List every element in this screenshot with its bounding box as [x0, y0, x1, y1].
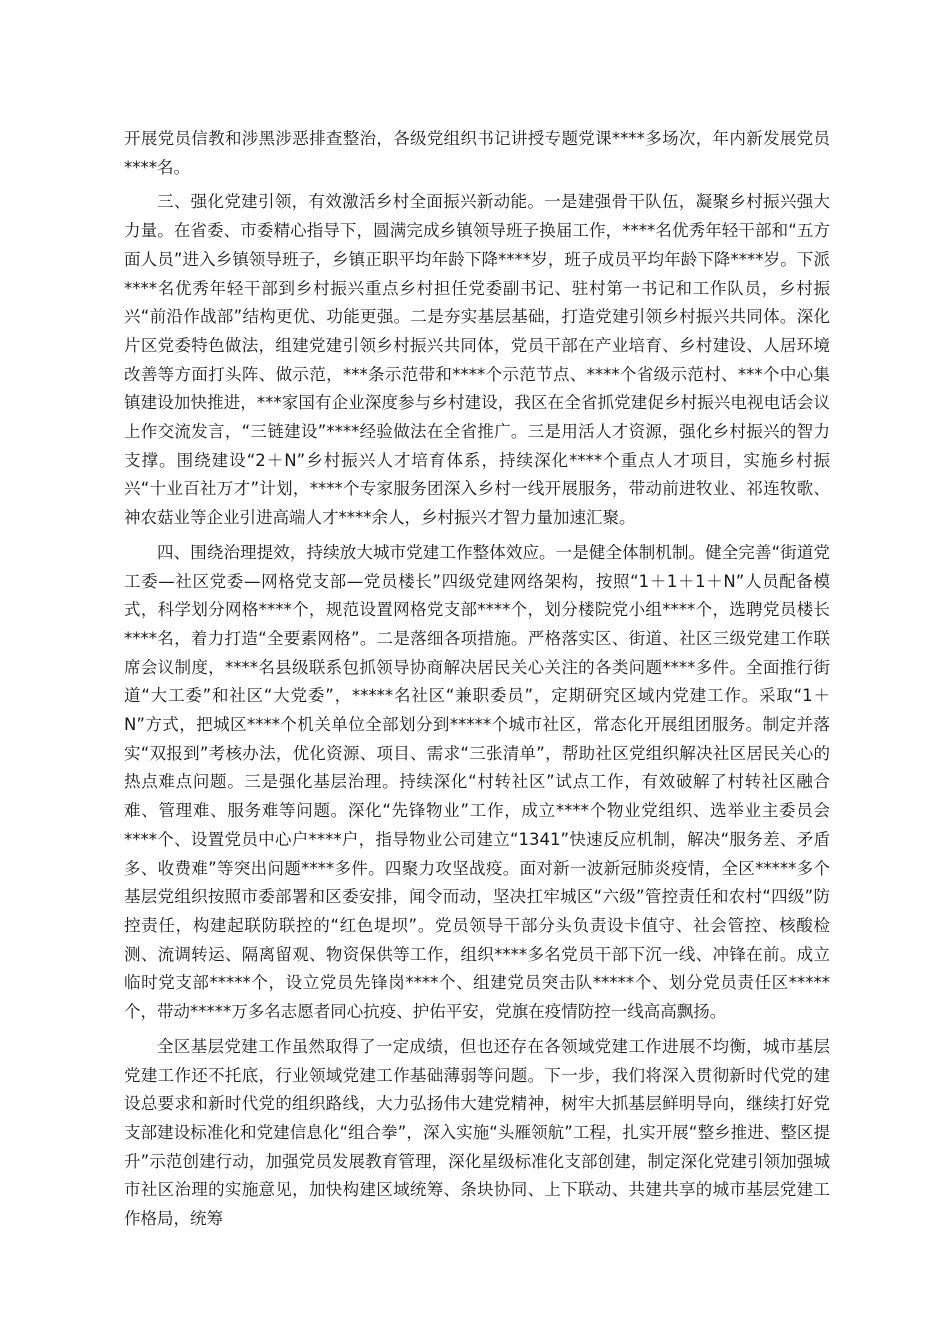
paragraph-next-steps: 全区基层党建工作虽然取得了一定成绩，但也还存在各领域党建工作进展不均衡，城市基层党建工作还不托底，行业领域党建工作基础薄弱等问题。下一步，我们将深入贯彻新时代党的建设总要求和新时代党的组织路线，大力弘扬伟大建党精神，树牢大抓基层鲜明导向，继续打好党支部建设标准化和党建信息化“组合拳”，深入实施“头雁领航”工程，扎实开展“整乡推进、整区提升”示范创建行动，加强党员发展教育管理，深化星级标准化支部创建，制定深化党建引领加强城市社区治理的实施意见，加快构建区域统筹、条块协同、上下联动、共建共享的城市基层党建工作格局，统筹 [124, 1036, 830, 1229]
document-page [124, 125, 830, 1240]
paragraph-rural-revitalization: 三、强化党建引领，有效激活乡村全面振兴新动能。一是建强骨干队伍，凝聚乡村振兴强大力量。在省委、市委精心指导下，圆满完成乡镇领导班子换届工作，****名优秀年轻干部和“五方面人员”进入乡镇领导班子，乡镇正职平均年龄下降****岁，班子成员平均年龄下降****岁。下派****名优秀年轻干部到乡村振兴重点乡村担任党委副书记、驻村第一书记和工作队员，乡村振兴“前沿作战部”结构更优、功能更强。二是夯实基层基础，打造党建引领乡村振兴共同体。深化片区党委特色做法，组建党建引领乡村振兴共同体，党员干部在产业培育、乡村建设、人居环境改善等方面打头阵、做示范，***条示范带和****个示范节点、****个省级示范村、***个中心集镇建设加快推进，***家国有企业深度参与乡村建设，我区在全省抓党建促乡村振兴电视电话会议上作交流发言，“三链建设”****经验做法在全省推广。三是用活人才资源，强化乡村振兴的智力支撑。围绕建设“2＋N”乡村振兴人才培育体系，持续深化****个重点人才项目，实施乡村振兴“十业百社万才”计划，****个专家服务团深入乡村一线开展服务，带动前进牧业、祁连牧歌、神农菇业等企业引进高端人才****余人，乡村振兴才智力量加速汇聚。 [124, 192, 830, 528]
paragraph-continuation: 开展党员信教和涉黑涉恶排查整治，各级党组织书记讲授专题党课****多场次，年内新发展党员****名。 [124, 129, 830, 177]
paragraph-urban-party-building: 四、围绕治理提效，持续放大城市党建工作整体效应。一是健全体制机制。健全完善“街道党工委—社区党委—网格党支部—党员楼长”四级党建网络架构，按照“1＋1＋1＋N”人员配备模式，科学划分网格****个，规范设置网格党支部****个，划分楼院党小组****个，选聘党员楼长****名，着力打造“全要素网格”。二是落细各项措施。严格落实区、街道、社区三级党建工作联席会议制度，****名县级联系包抓领导协商解决居民关心关注的各类问题****多件。全面推行街道“大工委”和社区“大党委”，*****名社区“兼职委员”，定期研究区域内党建工作。采取“1＋N”方式，把城区****个机关单位全部划分到*****个城市社区，常态化开展组团服务。制定并落实“双报到”考核办法，优化资源、项目、需求“三张清单”，帮助社区党组织解决社区居民关心的热点难点问题。三是强化基层治理。持续深化“村转社区”试点工作，有效破解了村转社区融合难、管理难、服务难等问题。深化“先锋物业”工作，成立****个物业党组织、选举业主委员会****个、设置党员中心户****户，指导物业公司建立“1341”快速反应机制，解决“服务差、矛盾多、收费难”等突出问题****多件。四聚力攻坚战疫。面对新一波新冠肺炎疫情，全区*****多个基层党组织按照市委部署和区委安排，闻令而动，坚决扛牢城区“六级”管控责任和农村“四级”防控责任，构建起联防联控的“红色堤坝”。党员领导干部分头负责设卡值守、社会管控、核酸检测、流调转运、隔离留观、物资保供等工作，组织****多名党员干部下沉一线、冲锋在前。成立临时党支部*****个，设立党员先锋岗****个、组建党员突击队*****个、划分党员责任区*****个，带动*****万多名志愿者同心抗疫、护佑平安，党旗在疫情防控一线高高飘扬。 [124, 542, 830, 1022]
